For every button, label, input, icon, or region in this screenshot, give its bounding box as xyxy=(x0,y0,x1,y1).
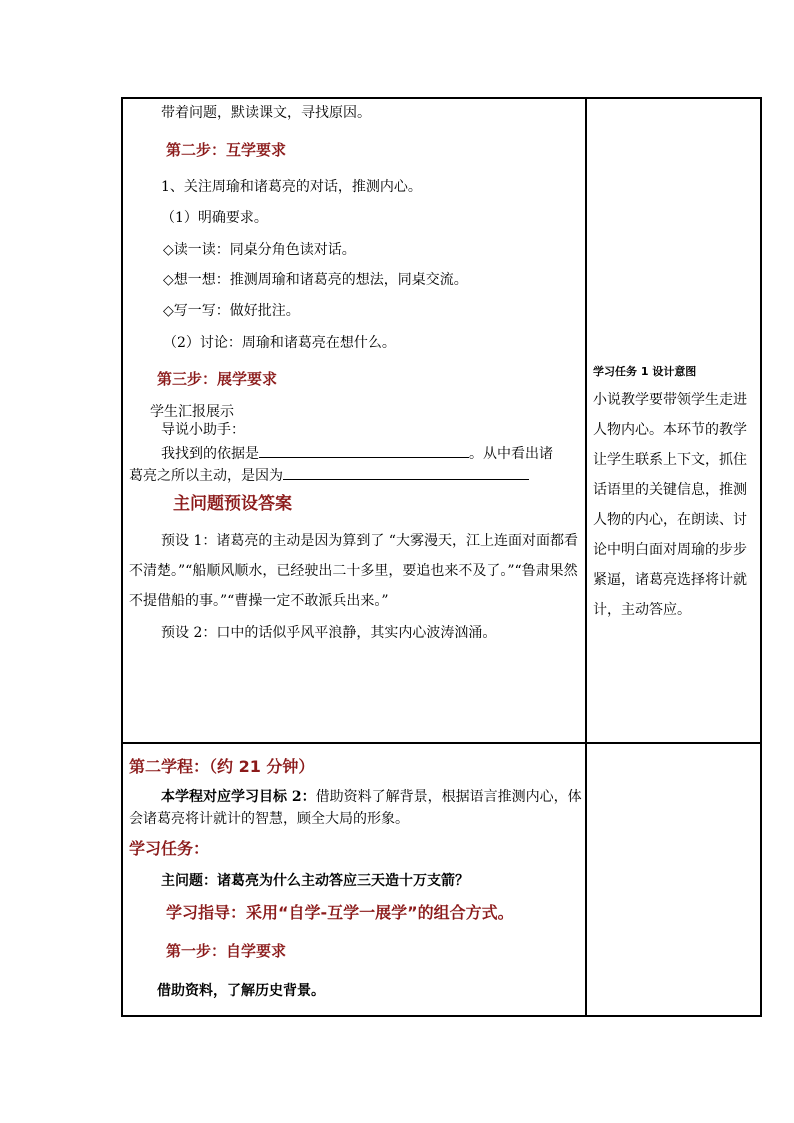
basis-blank[interactable] xyxy=(259,443,469,458)
goal-label: 本学程对应学习目标 2： xyxy=(161,789,316,805)
step1-text: 借助资料，了解历史背景。 xyxy=(157,983,325,999)
step3-title: 第三步：展学要求 xyxy=(157,370,278,388)
sidebar-title: 学习任务 1 设计意图 xyxy=(593,365,697,378)
sub-item-1: （1）明确要求。 xyxy=(161,210,268,226)
goal-text: 借助资料了解背景，根据语言推测内心，体会诸葛亮将计就计的智慧，顾全大局的形象。 xyxy=(129,789,582,827)
preset-1: 预设 1：诸葛亮的主动是因为算到了 “大雾漫天，江上连面对面都看不清楚。”“船顺风顺水，已经驶出二十多里，要追也来不及了。”“鲁肃果然不提借船的事。”“曹操一定不敢派兵出来。” xyxy=(129,533,578,609)
intro-line: 带着问题，默读课文，寻找原因。 xyxy=(161,105,371,121)
goal-paragraph xyxy=(129,786,583,830)
reason-prefix: 葛亮之所以主动，是因为 xyxy=(129,468,283,484)
basis-suffix: 。从中看出诸 xyxy=(469,446,553,462)
read-task: ◇读一读：同桌分角色读对话。 xyxy=(163,242,356,258)
helper-line: 导说小助手： xyxy=(161,422,245,438)
think-task: ◇想一想：推测周瑜和诸葛亮的想法，同桌交流。 xyxy=(163,272,468,288)
task-title: 学习任务： xyxy=(129,839,210,858)
step1-title: 第一步：自学要求 xyxy=(166,942,287,960)
sub-item-2: （2）讨论：周瑜和诸葛亮在想什么。 xyxy=(163,335,396,351)
reason-line xyxy=(129,465,529,485)
answer-title: 主问题预设答案 xyxy=(173,494,292,514)
column-divider xyxy=(585,97,587,1017)
basis-line xyxy=(161,443,553,463)
sidebar-body: 小说教学要带领学生走进人物内心。本环节的教学让学生联系上下文，抓住话语里的关键信息，推测人物的内心，在朗读、讨论中明白面对周瑜的步步紧逼，诸葛亮选择将计就计，主动答应。 xyxy=(593,392,747,618)
section2-title: 第二学程：（约 21 分钟） xyxy=(129,757,315,776)
report-line: 学生汇报展示 xyxy=(150,404,234,420)
main-question xyxy=(161,872,469,890)
basis-prefix: 我找到的依据是 xyxy=(161,446,259,462)
reason-blank[interactable] xyxy=(283,465,529,480)
item-1: 1、关注周瑜和诸葛亮的对话，推测内心。 xyxy=(161,179,422,195)
learning-guide: 学习指导：采用“自学-互学一展学”的组合方式。 xyxy=(166,903,514,922)
step2-title: 第二步：互学要求 xyxy=(166,141,287,159)
row-divider xyxy=(121,742,762,744)
write-task: ◇写一写：做好批注。 xyxy=(163,303,300,319)
preset-2: 预设 2：口中的话似乎风平浪静，其实内心波涛汹涌。 xyxy=(161,625,497,641)
main-question-text: 主问题：诸葛亮为什么主动答应三天造十万支箭？ xyxy=(161,873,469,889)
